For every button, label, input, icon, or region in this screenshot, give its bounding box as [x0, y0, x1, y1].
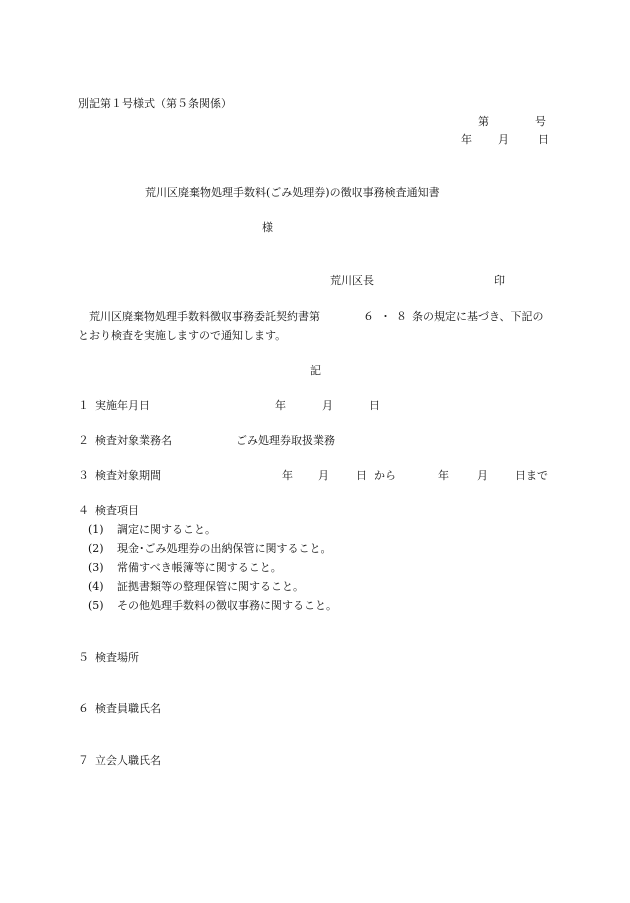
item7-label: 立会人職氏名 — [95, 754, 161, 767]
date-day: 日 — [538, 133, 549, 146]
item3-number: ３ — [78, 469, 89, 482]
date-month: 月 — [498, 133, 509, 146]
body-line2: とおり検査を実施しますので通知します。 — [78, 329, 287, 342]
item1-year: 年 — [275, 399, 286, 412]
item3-to-day-made: 日まで — [515, 469, 548, 482]
item3-kara: から — [374, 469, 396, 482]
item4-number: ４ — [78, 504, 89, 517]
item4-sub-number: (2) — [88, 542, 104, 555]
item4-sub-number: (3) — [88, 561, 104, 574]
item4-sub-text: 現金･ごみ処理券の出納保管に関すること。 — [117, 542, 332, 555]
item3-from-day: 日 — [356, 469, 367, 482]
item4-sub-number: (4) — [88, 580, 104, 593]
item4-sub-text: 証拠書類等の整理保管に関すること。 — [117, 580, 304, 593]
sender-name: 荒川区長 — [330, 274, 374, 287]
item2-number: ２ — [78, 434, 89, 447]
ki-heading: 記 — [310, 364, 321, 377]
item3-to-month: 月 — [477, 469, 488, 482]
item4-sub-text: 調定に関すること。 — [117, 523, 216, 536]
item4-sub-number: (5) — [88, 599, 104, 612]
article-b: ８ — [396, 310, 407, 323]
item2-value: ごみ処理券取扱業務 — [236, 434, 335, 447]
form-label: 別記第１号様式（第５条関係） — [78, 97, 232, 110]
item3-from-month: 月 — [318, 469, 329, 482]
article-a: ６ — [363, 310, 374, 323]
addressee-suffix: 様 — [262, 221, 273, 234]
body-line1-suffix: 条の規定に基づき、下記の — [412, 310, 544, 323]
number-dai: 第 — [478, 115, 489, 128]
item6-label: 検査員職氏名 — [95, 702, 161, 715]
seal-mark: 印 — [494, 274, 505, 287]
item1-month: 月 — [322, 399, 333, 412]
date-year: 年 — [461, 133, 472, 146]
item6-number: ６ — [78, 702, 89, 715]
item4-sub-text: その他処理手数料の徴収事務に関すること。 — [117, 599, 337, 612]
item2-label: 検査対象業務名 — [95, 434, 172, 447]
item3-from-year: 年 — [282, 469, 293, 482]
body-line1-prefix: 荒川区廃棄物処理手数料徴収事務委託契約書第 — [89, 310, 320, 323]
document-title: 荒川区廃棄物処理手数料(ごみ処理券)の徴収事務検査通知書 — [145, 186, 440, 199]
number-go: 号 — [535, 115, 546, 128]
item7-number: ７ — [78, 754, 89, 767]
item3-label: 検査対象期間 — [95, 469, 161, 482]
item5-number: ５ — [78, 651, 89, 664]
item1-number: １ — [78, 399, 89, 412]
item4-sub-text: 常備すべき帳簿等に関すること。 — [117, 561, 282, 574]
article-separator: ・ — [380, 310, 391, 323]
item5-label: 検査場所 — [95, 651, 139, 664]
item4-label: 検査項目 — [95, 504, 139, 517]
item3-to-year: 年 — [438, 469, 449, 482]
item1-label: 実施年月日 — [95, 399, 150, 412]
item4-sub-number: (1) — [88, 523, 104, 536]
item1-day: 日 — [369, 399, 380, 412]
